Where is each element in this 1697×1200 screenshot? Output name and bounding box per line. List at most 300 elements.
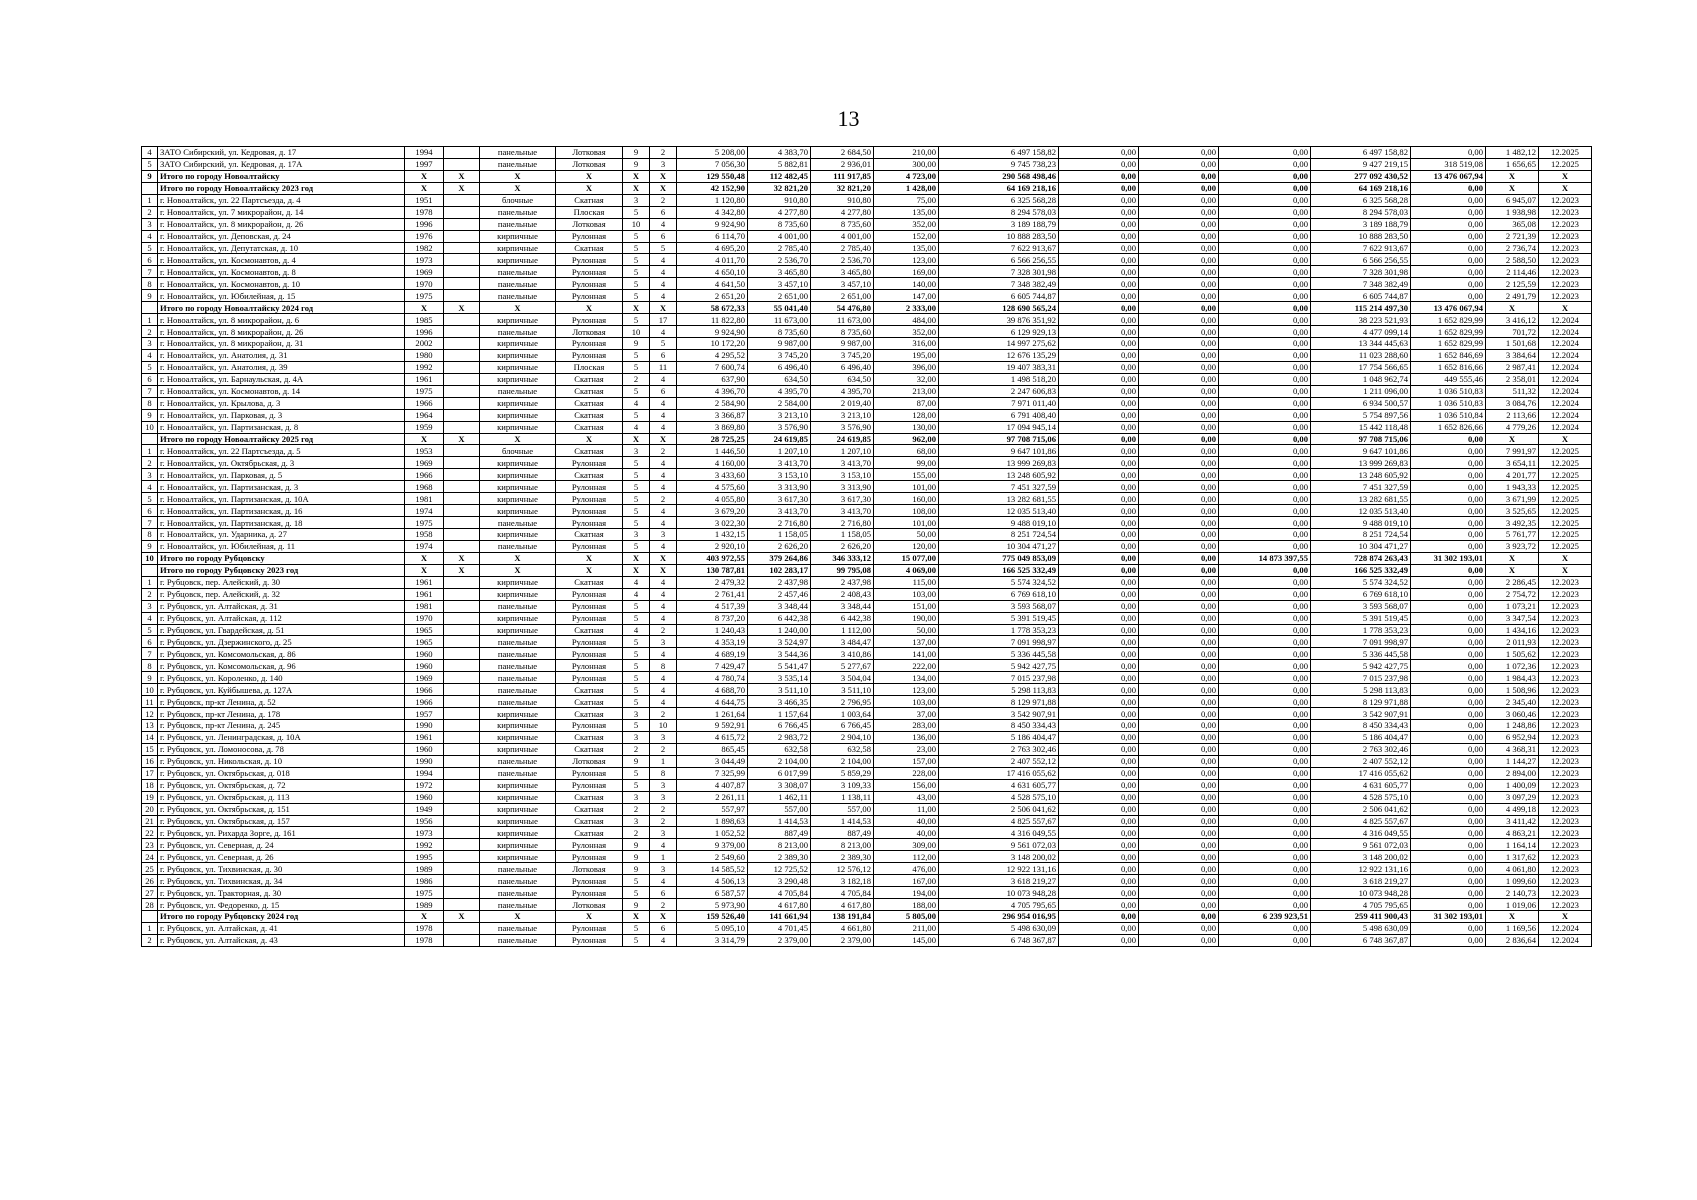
cell-floors: 2 bbox=[623, 373, 650, 385]
cell-total-area: 4 295,52 bbox=[677, 349, 748, 361]
table-row bbox=[142, 206, 1592, 218]
cell-federal-funds: 0,00 bbox=[1059, 791, 1139, 803]
table-row bbox=[142, 767, 1592, 779]
cell-total-area: 8 737,20 bbox=[677, 612, 748, 624]
cell-residents: 167,00 bbox=[874, 875, 939, 887]
cell-completion-date: 12.2024 bbox=[1539, 338, 1592, 350]
cell-fund-excess: 1 652 829,99 bbox=[1411, 326, 1486, 338]
cell-address: ЗАТО Сибирский, ул. Кедровая, д. 17 bbox=[158, 147, 405, 159]
cell-living-area: 910,80 bbox=[748, 194, 811, 206]
cell-floors: 3 bbox=[623, 791, 650, 803]
cell-unit-cost: 5 761,77 bbox=[1486, 529, 1539, 541]
cell-unit-cost: X bbox=[1486, 170, 1539, 182]
cell-fund-excess: 0,00 bbox=[1411, 433, 1486, 445]
cell-owner-funds: 6 566 256,55 bbox=[1311, 254, 1411, 266]
cell-total-cost: 7 091 998,97 bbox=[939, 636, 1059, 648]
cell-total-area: 1 052,52 bbox=[677, 827, 748, 839]
cell-living-area: 3 544,36 bbox=[748, 648, 811, 660]
cell-completion-date: X bbox=[1539, 170, 1592, 182]
cell-completion-date: 12.2023 bbox=[1539, 672, 1592, 684]
cell-total-cost: 3 618 219,27 bbox=[939, 875, 1059, 887]
cell-floors: 5 bbox=[623, 517, 650, 529]
cell-year-commissioned bbox=[444, 648, 480, 660]
cell-entrances: 2 bbox=[650, 147, 677, 159]
cell-total-area: 7 325,99 bbox=[677, 767, 748, 779]
cell-local-funds: 0,00 bbox=[1219, 708, 1311, 720]
cell-address: г. Рубцовск, ул. Никольская, д. 10 bbox=[158, 755, 405, 767]
cell-local-funds: 0,00 bbox=[1219, 457, 1311, 469]
cell-unit-cost: 2 491,79 bbox=[1486, 290, 1539, 302]
cell-roof-type: Рулонная bbox=[556, 230, 623, 242]
cell-total-cost: 12 922 131,16 bbox=[939, 863, 1059, 875]
cell-total-area: 6 587,57 bbox=[677, 887, 748, 899]
cell-living-area: 6 496,40 bbox=[748, 361, 811, 373]
cell-regional-funds: 0,00 bbox=[1139, 433, 1219, 445]
cell-unit-cost: 4 368,31 bbox=[1486, 743, 1539, 755]
cell-row-number: 8 bbox=[142, 278, 158, 290]
cell-year-built: 1992 bbox=[405, 361, 444, 373]
cell-year-commissioned: X bbox=[444, 911, 480, 923]
cell-address: г. Рубцовск, ул. Алтайская, д. 31 bbox=[158, 600, 405, 612]
cell-total-area: 9 379,00 bbox=[677, 839, 748, 851]
cell-roof-type: Скатная bbox=[556, 815, 623, 827]
cell-unit-cost: 4 863,21 bbox=[1486, 827, 1539, 839]
cell-entrances: 4 bbox=[650, 540, 677, 552]
cell-total-cost: 8 129 971,88 bbox=[939, 696, 1059, 708]
cell-wall-material: панельные bbox=[480, 218, 556, 230]
cell-roof-type: Скатная bbox=[556, 827, 623, 839]
cell-local-funds: 0,00 bbox=[1219, 349, 1311, 361]
cell-total-area: 2 479,32 bbox=[677, 576, 748, 588]
cell-owner-funds: 7 348 382,49 bbox=[1311, 278, 1411, 290]
table-row bbox=[142, 182, 1592, 194]
cell-owner-funds: 9 488 019,10 bbox=[1311, 517, 1411, 529]
cell-federal-funds: 0,00 bbox=[1059, 505, 1139, 517]
cell-owner-funds: 7 328 301,98 bbox=[1311, 266, 1411, 278]
cell-entrances: 3 bbox=[650, 731, 677, 743]
cell-floors: X bbox=[623, 911, 650, 923]
cell-wall-material: X bbox=[480, 433, 556, 445]
cell-unit-cost: 2 987,41 bbox=[1486, 361, 1539, 373]
cell-year-built: 1981 bbox=[405, 600, 444, 612]
cell-year-built: 1986 bbox=[405, 875, 444, 887]
cell-total-area: 2 549,60 bbox=[677, 851, 748, 863]
cell-completion-date: X bbox=[1539, 552, 1592, 564]
cell-local-funds: 0,00 bbox=[1219, 767, 1311, 779]
cell-regional-funds: 0,00 bbox=[1139, 242, 1219, 254]
cell-unit-cost: 2 011,93 bbox=[1486, 636, 1539, 648]
cell-row-number: 6 bbox=[142, 373, 158, 385]
cell-total-area: 6 114,70 bbox=[677, 230, 748, 242]
table-row bbox=[142, 218, 1592, 230]
cell-owner-funds: 2 407 552,12 bbox=[1311, 755, 1411, 767]
cell-local-funds: 0,00 bbox=[1219, 720, 1311, 732]
cell-floors: 5 bbox=[623, 266, 650, 278]
cell-regional-funds: 0,00 bbox=[1139, 206, 1219, 218]
table-row bbox=[142, 839, 1592, 851]
cell-owner-funds: 8 294 578,03 bbox=[1311, 206, 1411, 218]
cell-roof-type: Скатная bbox=[556, 791, 623, 803]
cell-owner-funds: 277 092 430,52 bbox=[1311, 170, 1411, 182]
cell-unit-cost: 2 721,39 bbox=[1486, 230, 1539, 242]
cell-floors: 2 bbox=[623, 803, 650, 815]
cell-entrances: 4 bbox=[650, 254, 677, 266]
cell-total-area: 4 055,80 bbox=[677, 493, 748, 505]
cell-year-commissioned bbox=[444, 540, 480, 552]
cell-fund-excess: 0,00 bbox=[1411, 218, 1486, 230]
cell-floors: 5 bbox=[623, 361, 650, 373]
cell-total-cost: 5 574 324,52 bbox=[939, 576, 1059, 588]
cell-year-built: 1960 bbox=[405, 648, 444, 660]
cell-entrances: 1 bbox=[650, 851, 677, 863]
cell-year-commissioned bbox=[444, 576, 480, 588]
cell-regional-funds: 0,00 bbox=[1139, 158, 1219, 170]
cell-owner-funds: 38 223 521,93 bbox=[1311, 314, 1411, 326]
cell-fund-excess: 13 476 067,94 bbox=[1411, 170, 1486, 182]
cell-row-number: 5 bbox=[142, 493, 158, 505]
cell-completion-date: 12.2025 bbox=[1539, 517, 1592, 529]
cell-year-commissioned bbox=[444, 827, 480, 839]
cell-federal-funds: 0,00 bbox=[1059, 887, 1139, 899]
cell-federal-funds: 0,00 bbox=[1059, 684, 1139, 696]
cell-total-cost: 5 186 404,47 bbox=[939, 731, 1059, 743]
cell-living-area: 4 395,70 bbox=[748, 385, 811, 397]
cell-residents: 156,00 bbox=[874, 779, 939, 791]
cell-wall-material: панельные bbox=[480, 158, 556, 170]
cell-residential-area: 887,49 bbox=[811, 827, 874, 839]
cell-owner-funds: 7 015 237,98 bbox=[1311, 672, 1411, 684]
cell-address: г. Рубцовск, ул. Октябрьская, д. 157 bbox=[158, 815, 405, 827]
table-row bbox=[142, 684, 1592, 696]
cell-residents: 137,00 bbox=[874, 636, 939, 648]
cell-residential-area: 4 617,80 bbox=[811, 899, 874, 911]
cell-living-area: 4 701,45 bbox=[748, 922, 811, 934]
cell-roof-type: Скатная bbox=[556, 576, 623, 588]
cell-year-commissioned bbox=[444, 922, 480, 934]
cell-unit-cost: 1 984,43 bbox=[1486, 672, 1539, 684]
table-row bbox=[142, 517, 1592, 529]
cell-residents: 283,00 bbox=[874, 720, 939, 732]
cell-total-area: 1 261,64 bbox=[677, 708, 748, 720]
cell-roof-type: Плоская bbox=[556, 206, 623, 218]
cell-address: г. Рубцовск, ул. Дзержинского, д. 25 bbox=[158, 636, 405, 648]
cell-wall-material: кирпичные bbox=[480, 338, 556, 350]
cell-completion-date: 12.2024 bbox=[1539, 397, 1592, 409]
cell-wall-material: кирпичные bbox=[480, 839, 556, 851]
cell-roof-type: Рулонная bbox=[556, 290, 623, 302]
cell-total-area: 4 407,87 bbox=[677, 779, 748, 791]
cell-fund-excess: 1 036 510,83 bbox=[1411, 397, 1486, 409]
cell-address: г. Рубцовск, ул. Алтайская, д. 41 bbox=[158, 922, 405, 934]
cell-residents: 396,00 bbox=[874, 361, 939, 373]
cell-roof-type: Плоская bbox=[556, 361, 623, 373]
cell-entrances: 4 bbox=[650, 218, 677, 230]
cell-total-cost: 1 498 518,20 bbox=[939, 373, 1059, 385]
cell-total-cost: 97 708 715,06 bbox=[939, 433, 1059, 445]
cell-wall-material: кирпичные bbox=[480, 254, 556, 266]
cell-living-area: 3 511,10 bbox=[748, 684, 811, 696]
cell-completion-date: X bbox=[1539, 302, 1592, 314]
cell-living-area: 2 584,00 bbox=[748, 397, 811, 409]
cell-year-commissioned bbox=[444, 457, 480, 469]
cell-total-area: 3 869,80 bbox=[677, 421, 748, 433]
cell-year-built: 1970 bbox=[405, 278, 444, 290]
cell-federal-funds: 0,00 bbox=[1059, 433, 1139, 445]
cell-completion-date: 12.2023 bbox=[1539, 254, 1592, 266]
cell-floors: 5 bbox=[623, 875, 650, 887]
cell-total-cost: 6 791 408,40 bbox=[939, 409, 1059, 421]
cell-living-area: 3 466,35 bbox=[748, 696, 811, 708]
cell-total-cost: 3 542 907,91 bbox=[939, 708, 1059, 720]
cell-federal-funds: 0,00 bbox=[1059, 469, 1139, 481]
cell-total-area: 9 924,90 bbox=[677, 326, 748, 338]
cell-entrances: 5 bbox=[650, 242, 677, 254]
cell-year-built: X bbox=[405, 302, 444, 314]
cell-local-funds: 0,00 bbox=[1219, 564, 1311, 576]
cell-residents: 476,00 bbox=[874, 863, 939, 875]
table-row bbox=[142, 445, 1592, 457]
cell-wall-material: панельные bbox=[480, 517, 556, 529]
cell-entrances: 4 bbox=[650, 481, 677, 493]
cell-year-commissioned bbox=[444, 803, 480, 815]
cell-floors: 5 bbox=[623, 409, 650, 421]
cell-year-commissioned bbox=[444, 875, 480, 887]
cell-local-funds: 0,00 bbox=[1219, 218, 1311, 230]
cell-year-commissioned bbox=[444, 731, 480, 743]
cell-floors: 10 bbox=[623, 326, 650, 338]
cell-federal-funds: 0,00 bbox=[1059, 493, 1139, 505]
cell-roof-type: X bbox=[556, 302, 623, 314]
cell-owner-funds: 10 073 948,28 bbox=[1311, 887, 1411, 899]
cell-year-commissioned bbox=[444, 481, 480, 493]
cell-residential-area: 2 936,01 bbox=[811, 158, 874, 170]
cell-fund-excess: 0,00 bbox=[1411, 660, 1486, 672]
cell-floors: 3 bbox=[623, 529, 650, 541]
cell-federal-funds: 0,00 bbox=[1059, 529, 1139, 541]
cell-regional-funds: 0,00 bbox=[1139, 170, 1219, 182]
cell-roof-type: X bbox=[556, 170, 623, 182]
cell-wall-material: кирпичные bbox=[480, 457, 556, 469]
table-row bbox=[142, 397, 1592, 409]
cell-completion-date: 12.2025 bbox=[1539, 469, 1592, 481]
cell-living-area: 3 290,48 bbox=[748, 875, 811, 887]
cell-year-built: 1960 bbox=[405, 791, 444, 803]
cell-federal-funds: 0,00 bbox=[1059, 588, 1139, 600]
cell-regional-funds: 0,00 bbox=[1139, 457, 1219, 469]
cell-roof-type: Лотковая bbox=[556, 158, 623, 170]
cell-year-built: 1964 bbox=[405, 409, 444, 421]
cell-federal-funds: 0,00 bbox=[1059, 922, 1139, 934]
cell-year-commissioned bbox=[444, 409, 480, 421]
cell-unit-cost: 3 347,54 bbox=[1486, 612, 1539, 624]
cell-year-built: 1965 bbox=[405, 636, 444, 648]
cell-floors: 5 bbox=[623, 493, 650, 505]
cell-owner-funds: 13 344 445,63 bbox=[1311, 338, 1411, 350]
cell-federal-funds: 0,00 bbox=[1059, 302, 1139, 314]
cell-total-area: 865,45 bbox=[677, 743, 748, 755]
cell-entrances: 4 bbox=[650, 517, 677, 529]
cell-row-number: 3 bbox=[142, 469, 158, 481]
cell-living-area: 4 383,70 bbox=[748, 147, 811, 159]
table-row bbox=[142, 731, 1592, 743]
cell-wall-material: кирпичные bbox=[480, 314, 556, 326]
cell-federal-funds: 0,00 bbox=[1059, 457, 1139, 469]
cell-owner-funds: 115 214 497,30 bbox=[1311, 302, 1411, 314]
cell-regional-funds: 0,00 bbox=[1139, 672, 1219, 684]
cell-residents: 130,00 bbox=[874, 421, 939, 433]
cell-address: г. Новоалтайск, ул. Космонавтов, д. 10 bbox=[158, 278, 405, 290]
cell-living-area: 634,50 bbox=[748, 373, 811, 385]
cell-living-area: 8 735,60 bbox=[748, 326, 811, 338]
table-row bbox=[142, 755, 1592, 767]
cell-year-commissioned bbox=[444, 684, 480, 696]
cell-living-area: 102 283,17 bbox=[748, 564, 811, 576]
cell-regional-funds: 0,00 bbox=[1139, 708, 1219, 720]
cell-residential-area: 4 395,70 bbox=[811, 385, 874, 397]
cell-year-built: 1996 bbox=[405, 218, 444, 230]
cell-federal-funds: 0,00 bbox=[1059, 708, 1139, 720]
cell-row-number: 5 bbox=[142, 158, 158, 170]
cell-regional-funds: 0,00 bbox=[1139, 517, 1219, 529]
cell-unit-cost: 1 099,60 bbox=[1486, 875, 1539, 887]
cell-residential-area: 2 389,30 bbox=[811, 851, 874, 863]
cell-row-number: 4 bbox=[142, 612, 158, 624]
cell-completion-date: 12.2023 bbox=[1539, 791, 1592, 803]
cell-local-funds: 0,00 bbox=[1219, 147, 1311, 159]
cell-regional-funds: 0,00 bbox=[1139, 887, 1219, 899]
cell-year-commissioned bbox=[444, 385, 480, 397]
cell-year-commissioned bbox=[444, 266, 480, 278]
cell-completion-date: 12.2023 bbox=[1539, 290, 1592, 302]
cell-completion-date: 12.2025 bbox=[1539, 505, 1592, 517]
cell-residential-area: 4 661,80 bbox=[811, 922, 874, 934]
cell-federal-funds: 0,00 bbox=[1059, 445, 1139, 457]
table-row bbox=[142, 648, 1592, 660]
cell-address: г. Новоалтайск, ул. Партизанская, д. 16 bbox=[158, 505, 405, 517]
cell-total-area: 9 924,90 bbox=[677, 218, 748, 230]
cell-unit-cost: X bbox=[1486, 182, 1539, 194]
cell-living-area: 6 442,38 bbox=[748, 612, 811, 624]
cell-wall-material: панельные bbox=[480, 326, 556, 338]
cell-living-area: 32 821,20 bbox=[748, 182, 811, 194]
cell-regional-funds: 0,00 bbox=[1139, 863, 1219, 875]
cell-local-funds: 0,00 bbox=[1219, 182, 1311, 194]
cell-local-funds: 0,00 bbox=[1219, 266, 1311, 278]
cell-residents: 145,00 bbox=[874, 934, 939, 946]
cell-owner-funds: 8 129 971,88 bbox=[1311, 696, 1411, 708]
cell-wall-material: кирпичные bbox=[480, 529, 556, 541]
table-row bbox=[142, 612, 1592, 624]
cell-row-number: 3 bbox=[142, 338, 158, 350]
cell-year-commissioned: X bbox=[444, 564, 480, 576]
cell-fund-excess: 0,00 bbox=[1411, 779, 1486, 791]
cell-row-number: 10 bbox=[142, 552, 158, 564]
table-row bbox=[142, 779, 1592, 791]
cell-fund-excess: 0,00 bbox=[1411, 887, 1486, 899]
cell-living-area: 2 104,00 bbox=[748, 755, 811, 767]
cell-living-area: 5 882,81 bbox=[748, 158, 811, 170]
cell-completion-date: 12.2025 bbox=[1539, 540, 1592, 552]
cell-unit-cost: 701,72 bbox=[1486, 326, 1539, 338]
cell-fund-excess: 0,00 bbox=[1411, 731, 1486, 743]
cell-total-area: 4 695,20 bbox=[677, 242, 748, 254]
cell-residential-area: 1 158,05 bbox=[811, 529, 874, 541]
cell-year-built: 1985 bbox=[405, 314, 444, 326]
cell-residents: 123,00 bbox=[874, 684, 939, 696]
cell-fund-excess: 0,00 bbox=[1411, 899, 1486, 911]
table-row bbox=[142, 827, 1592, 839]
cell-completion-date: 12.2025 bbox=[1539, 158, 1592, 170]
cell-unit-cost: 6 952,94 bbox=[1486, 731, 1539, 743]
cell-total-cost: 2 407 552,12 bbox=[939, 755, 1059, 767]
cell-roof-type: Рулонная bbox=[556, 278, 623, 290]
cell-total-cost: 3 593 568,07 bbox=[939, 600, 1059, 612]
cell-row-number: 4 bbox=[142, 147, 158, 159]
table-row bbox=[142, 851, 1592, 863]
table-row bbox=[142, 314, 1592, 326]
cell-federal-funds: 0,00 bbox=[1059, 636, 1139, 648]
cell-total-cost: 6 566 256,55 bbox=[939, 254, 1059, 266]
cell-address: г. Рубцовск, ул. Октябрьская, д. 018 bbox=[158, 767, 405, 779]
cell-residents: 11,00 bbox=[874, 803, 939, 815]
cell-federal-funds: 0,00 bbox=[1059, 803, 1139, 815]
cell-fund-excess: 0,00 bbox=[1411, 934, 1486, 946]
cell-entrances: 3 bbox=[650, 791, 677, 803]
cell-residents: 40,00 bbox=[874, 827, 939, 839]
cell-completion-date: 12.2023 bbox=[1539, 887, 1592, 899]
table-row bbox=[142, 911, 1592, 923]
cell-year-commissioned bbox=[444, 278, 480, 290]
cell-floors: 5 bbox=[623, 672, 650, 684]
cell-residents: 300,00 bbox=[874, 158, 939, 170]
cell-unit-cost: 1 482,12 bbox=[1486, 147, 1539, 159]
cell-wall-material: X bbox=[480, 564, 556, 576]
cell-address: г. Новоалтайск, ул. Октябрьская, д. 3 bbox=[158, 457, 405, 469]
cell-entrances: 4 bbox=[650, 648, 677, 660]
cell-residential-area: 2 626,20 bbox=[811, 540, 874, 552]
cell-floors: 5 bbox=[623, 349, 650, 361]
cell-regional-funds: 0,00 bbox=[1139, 552, 1219, 564]
cell-residents: 962,00 bbox=[874, 433, 939, 445]
cell-regional-funds: 0,00 bbox=[1139, 409, 1219, 421]
cell-unit-cost: 3 923,72 bbox=[1486, 540, 1539, 552]
cell-fund-excess: 0,00 bbox=[1411, 529, 1486, 541]
table-row bbox=[142, 469, 1592, 481]
cell-completion-date: 12.2023 bbox=[1539, 684, 1592, 696]
cell-row-number: 6 bbox=[142, 254, 158, 266]
cell-floors: 5 bbox=[623, 922, 650, 934]
cell-entrances: 2 bbox=[650, 803, 677, 815]
cell-residential-area: 111 917,85 bbox=[811, 170, 874, 182]
cell-completion-date: 12.2025 bbox=[1539, 481, 1592, 493]
cell-unit-cost: 4 779,26 bbox=[1486, 421, 1539, 433]
cell-wall-material: панельные bbox=[480, 767, 556, 779]
cell-roof-type: Рулонная bbox=[556, 314, 623, 326]
cell-entrances: 4 bbox=[650, 576, 677, 588]
cell-row-number: 7 bbox=[142, 517, 158, 529]
cell-local-funds: 0,00 bbox=[1219, 505, 1311, 517]
cell-roof-type: X bbox=[556, 564, 623, 576]
cell-residential-area: 910,80 bbox=[811, 194, 874, 206]
cell-owner-funds: 1 778 353,23 bbox=[1311, 624, 1411, 636]
cell-floors: 5 bbox=[623, 600, 650, 612]
cell-wall-material: кирпичные bbox=[480, 493, 556, 505]
cell-total-area: 1 446,50 bbox=[677, 445, 748, 457]
cell-entrances: 4 bbox=[650, 600, 677, 612]
cell-regional-funds: 0,00 bbox=[1139, 505, 1219, 517]
cell-owner-funds: 12 922 131,16 bbox=[1311, 863, 1411, 875]
cell-address: г. Рубцовск, ул. Гвардейская, д. 51 bbox=[158, 624, 405, 636]
